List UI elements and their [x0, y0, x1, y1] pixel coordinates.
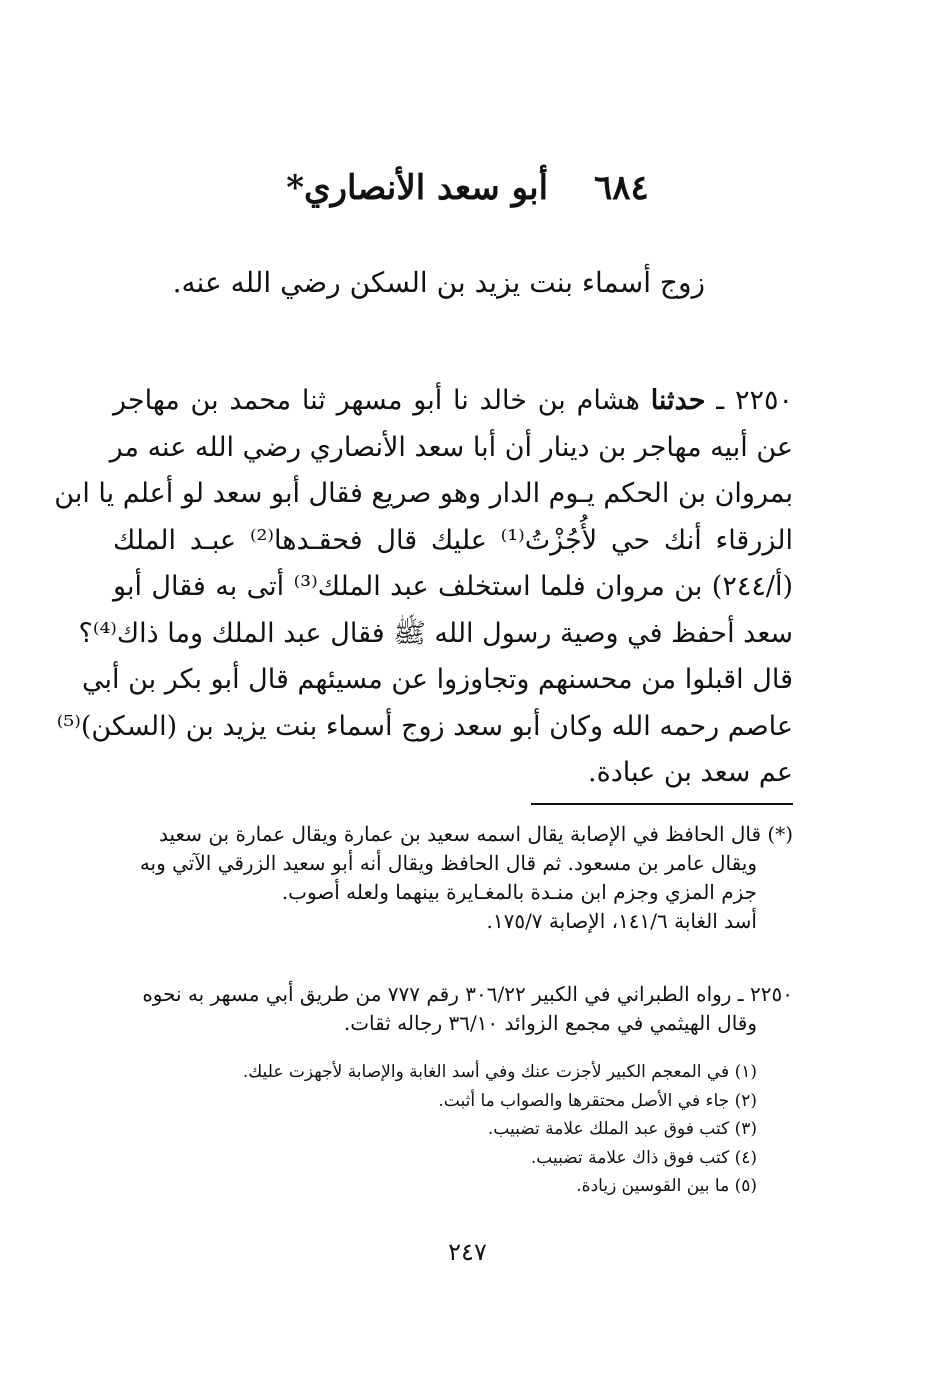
hadith-number: ٢٢٥٠ ـ: [705, 385, 793, 416]
hadith-opening-word: حدثنا: [650, 385, 706, 416]
hadith-takhrij-note: [113, 980, 793, 1038]
hadith-line: عن أبيه مهاجر بن دينار أن أبا سعد الأنصاري رضي الله عنه مر: [109, 431, 793, 463]
hadith-line: [113, 378, 793, 425]
hadith-line: بمروان بن الحكم يـوم الدار وهو صريع فقال أبو سعد لو أعلم يا ابن: [54, 478, 793, 509]
footnote-1: (١) في المعجم الكبير لأجزت عنك وفي أسد الغابة والإصابة لأجهزت عليك.: [242, 1062, 757, 1082]
hadith-line: سعد أحفظ في وصية رسول الله ﷺ فقال عبد الملك وما ذاك⁽⁴⁾؟: [78, 617, 793, 649]
footnote-2: (٢) جاء في الأصل محتقرها والصواب ما أثبت.: [438, 1090, 757, 1111]
hadith-line: (أ/٢٤٤) بن مروان فلما استخلف عبد الملك⁽³⁾ أتى به فقال أبو: [113, 571, 793, 602]
note-line: جزم المزي وجزم ابن منـدة بالمغـايرة بينهما ولعله أصوب.: [281, 880, 757, 904]
chapter-heading: [0, 168, 935, 208]
footnote-separator: [531, 803, 793, 805]
page-number: ٢٤٧: [448, 1238, 487, 1266]
hadith-text: [54, 378, 793, 797]
note-line: ويقال عامر بن مسعود. ثم قال الحافظ ويقال أنه أبو سعيد الزرقي الآتي وبه: [139, 851, 757, 875]
chapter-number: ٦٨٤: [593, 168, 649, 208]
footnotes: [243, 1058, 757, 1201]
hadith-line: عم سعد بن عبادة.: [588, 757, 793, 788]
hadith-line: الزرقاء أنك حي لأُجُزْتُ⁽¹⁾ عليك قال فحقـدها⁽²⁾ عبـد الملك: [113, 524, 793, 556]
note-line: (*) قال الحافظ في الإصابة يقال اسمه سعيد بن عمارة ويقال عمارة بن سعيد: [159, 822, 793, 846]
note-line: وقال الهيثمي في مجمع الزوائد ٣٦/١٠ رجاله ثقات.: [343, 1011, 757, 1035]
footnote-5: (٥) ما بين القوسين زيادة.: [576, 1176, 757, 1196]
footnote-4: (٤) كتب فوق ذاك علامة تضبيب.: [530, 1147, 757, 1168]
star-note: [113, 820, 793, 936]
footnote-3: (٣) كتب فوق عبد الملك علامة تضبيب.: [487, 1119, 757, 1139]
hadith-line-text: هشام بن خالد نا أبو مسهر ثنا محمد بن مهاجر: [113, 385, 651, 416]
chapter-name: أبو سعد الأنصاري*: [286, 168, 549, 208]
hadith-line: عاصم رحمه الله وكان أبو سعد زوج أسماء بنت يزيد بن (السكن)⁽⁵⁾: [56, 710, 793, 742]
chapter-subtitle: زوج أسماء بنت يزيد بن السكن رضي الله عنه.: [172, 266, 705, 299]
note-line: أسد الغابة ١٤١/٦، الإصابة ١٧٥/٧.: [486, 909, 757, 933]
note-line: ٢٢٥٠ ـ رواه الطبراني في الكبير ٣٠٦/٢٢ رقم ٧٧٧ من طريق أبي مسهر به نحوه: [142, 982, 793, 1006]
hadith-line: قال اقبلوا من محسنهم وتجاوزوا عن مسيئهم قال أبو بكر بن أبي: [81, 664, 793, 695]
